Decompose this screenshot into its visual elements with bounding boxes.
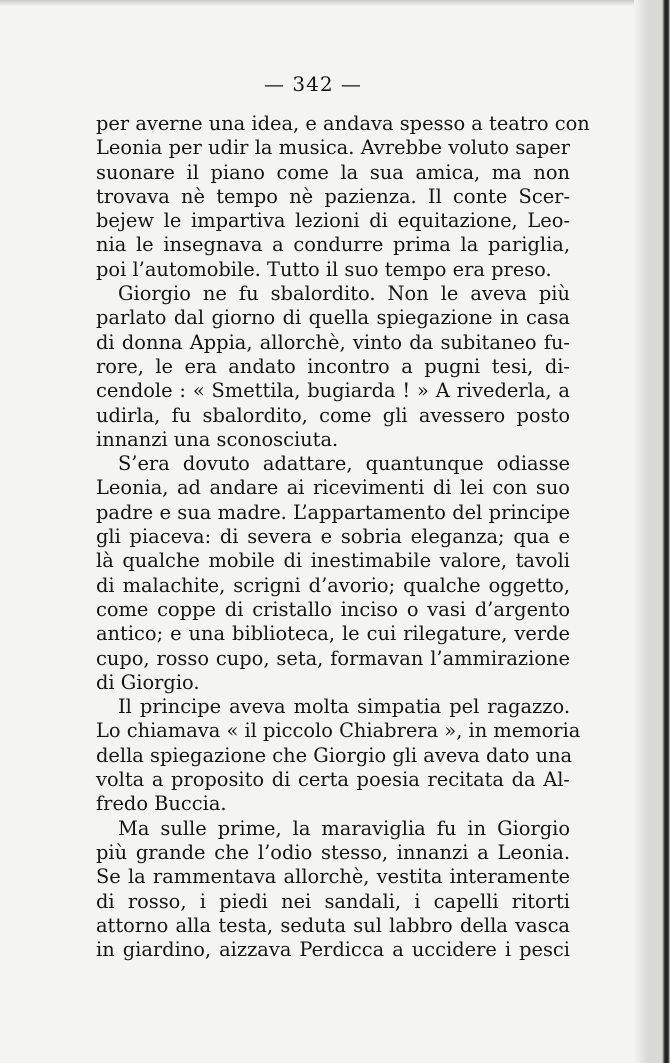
- text-line: in giardino, aizzava Perdicca a uccidere i pesci: [96, 938, 570, 962]
- text-line: gli piaceva: di severa e sobria eleganza; qua e: [96, 525, 570, 549]
- text-line: udirla, fu sbalordito, come gli avessero posto: [96, 403, 570, 427]
- text-line: Giorgio ne fu sbalordito. Non le aveva più: [118, 282, 570, 306]
- text-line: fredo Buccia.: [96, 792, 227, 816]
- text-line: nia le insegnava a condurre prima la pariglia,: [96, 233, 570, 257]
- text-line: suonare il piano come la sua amica, ma non: [96, 160, 570, 184]
- page-number: — 342 —: [264, 72, 362, 96]
- text-line: parlato dal giorno di quella spiegazione in casa: [96, 306, 570, 330]
- text-line: trovava nè tempo nè pazienza. Il conte Scer-: [96, 184, 570, 208]
- text-line: di Giorgio.: [96, 670, 200, 694]
- text-line: di donna Appia, allorchè, vinto da subitaneo fu-: [96, 330, 570, 354]
- text-line: là qualche mobile di inestimabile valore, tavoli: [96, 549, 570, 573]
- text-line: più grande che l’odio stesso, innanzi a Leonia.: [96, 840, 570, 864]
- text-line: rore, le era andato incontro a pugni tesi, di-: [96, 354, 570, 378]
- text-line: della spiegazione che Giorgio gli aveva dato una: [96, 743, 573, 767]
- text-line: antico; e una biblioteca, le cui rilegature, verde: [96, 622, 570, 646]
- text-line: attorno alla testa, seduta sul labbro della vasca: [96, 913, 570, 937]
- text-line: Se la rammentava allorchè, vestita interamente: [96, 865, 570, 889]
- text-line: di malachite, scrigni d’avorio; qualche oggetto,: [96, 573, 570, 597]
- page-binding-edge: [634, 0, 670, 1063]
- text-line: Lo chiamava « il piccolo Chiabrera », in memoria: [96, 719, 581, 743]
- text-line: di rosso, i piedi nei sandali, i capelli ritorti: [96, 889, 570, 913]
- text-line: S’era dovuto adattare, quantunque odiasse: [118, 452, 570, 476]
- text-line: poi l’automobile. Tutto il suo tempo era preso.: [96, 257, 552, 281]
- text-line: Ma sulle prime, la maraviglia fu in Giorgio: [118, 816, 570, 840]
- text-line: bejew le impartiva lezioni di equitazione, Leo-: [96, 209, 570, 233]
- text-line: padre e sua madre. L’appartamento del principe: [96, 500, 570, 524]
- body-text: [96, 112, 590, 962]
- text-line: cendole : « Smettila, bugiarda ! » A rivederla, a: [96, 379, 570, 403]
- text-line: Leonia per udir la musica. Avrebbe voluto saper: [96, 136, 570, 160]
- text-line: volta a proposito di certa poesia recitata da Al-: [96, 768, 570, 792]
- text-line: Leonia, ad andare ai ricevimenti di lei con suo: [96, 476, 570, 500]
- page-top-edge: [0, 0, 634, 6]
- text-line: Il principe aveva molta simpatia pel ragazzo.: [118, 695, 570, 719]
- text-line: come coppe di cristallo inciso o vasi d’argento: [96, 597, 570, 621]
- text-line: cupo, rosso cupo, seta, formavan l’ammirazione: [96, 646, 570, 670]
- text-line: per averne una idea, e andava spesso a teatro con: [96, 112, 590, 135]
- text-line: innanzi una sconosciuta.: [96, 427, 339, 451]
